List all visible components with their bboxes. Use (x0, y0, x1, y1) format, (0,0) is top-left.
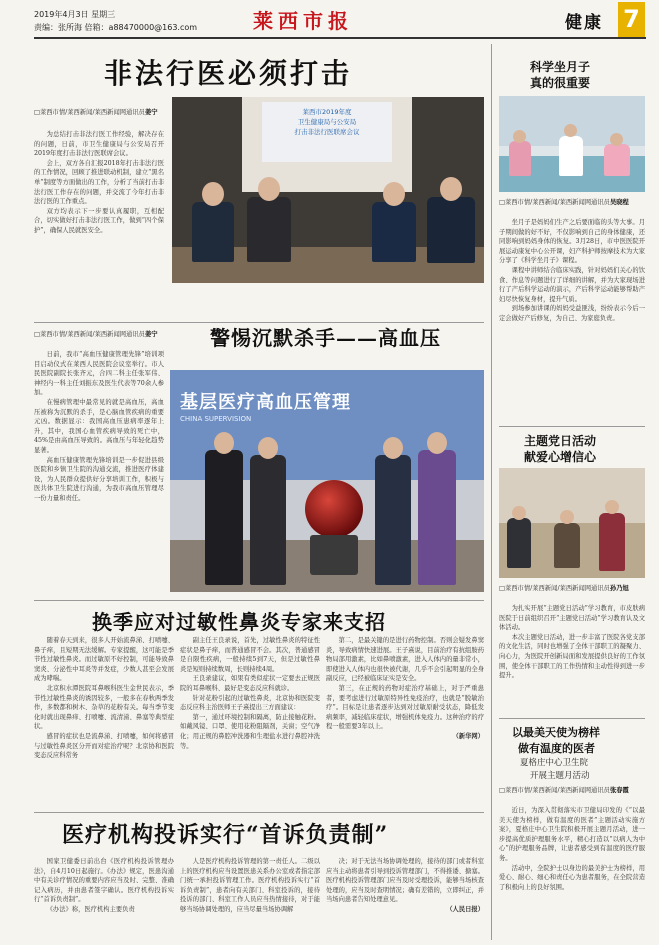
divider (34, 812, 484, 813)
byline-author: 姜宁 (144, 109, 158, 116)
headline-illegal-med: 非法行医必须打击 (104, 57, 353, 90)
paragraph: 感冒的症状也是流鼻涕、打喷嚏，如何将感冒与过敏性鼻炎区分开而对症治疗呢？北京协和医院变态反应科常务 (34, 732, 174, 760)
paragraph: 人是医疗机构投诉管理的第一责任人。二级以上的医疗机构应当设置医患关系办公室或者指定部门统一承担投诉管理工作。医疗机构投诉实行“首诉负责制”，患者向有关部门、科室投诉的，接待投诉的部门、科室工作人员应当热情接待，对于能够当场协调处理的，应当尽量当场协调解 (180, 858, 320, 913)
byline-nurse (499, 786, 645, 796)
headline-party-day-2: 献爱心增信心 (524, 450, 597, 464)
participant (509, 141, 531, 176)
paragraph: 活动中，全院护士以身边的最美护士为榜样，用爱心、耐心、细心和责任心为患者服务，在全院营造了积极向上的良好氛围。 (499, 864, 645, 891)
banner-line-3: 打击非法行医联席会议 (294, 128, 360, 136)
attendee (372, 202, 416, 262)
globe-stand (310, 535, 358, 575)
byline-author: 姜宁 (144, 331, 158, 338)
paragraph: 日前，我市“高血压健康管理先锋”培训项目启动仪式在莱西人民医院会议室举行。市人民医院副院长张齐元，合四二科主任张军伟、神经内一科主任刘振东及医生代表等70余人参加。 (34, 351, 164, 397)
body-rhinitis-col2 (180, 636, 320, 806)
guest-head (383, 437, 403, 459)
paragraph: 国家卫健委日前出台《医疗机构投诉管理办法》，自4月10日起施行。《办法》规定，医患沟通中有关诊疗情况的重要内容应当及时、完整、准确记入病历，并由患者签字确认。医疗机构投诉实行“首诉负责制”。 (34, 858, 174, 904)
divider (499, 718, 645, 719)
paragraph: 为总结打击非法行医工作经验，解决存在的问题，日前，市卫生健康局与公安局召开2019年度打击非法行医联席会议。 (34, 131, 164, 158)
date-line: 2019年4月3日 星期三 (34, 10, 116, 19)
participant-head (560, 510, 574, 524)
attendee-head (202, 182, 224, 206)
body-complaints-col2 (180, 857, 320, 937)
guest (250, 455, 286, 585)
participant-head (605, 500, 619, 514)
body-complaints-col3 (326, 857, 484, 937)
headline-sitting-month-2: 真的很重要 (530, 76, 591, 90)
source-complaints: （人民日报） (446, 905, 484, 913)
participant (507, 518, 531, 568)
page-header (0, 0, 659, 40)
attendee-head (383, 182, 405, 206)
body-sitting-month (499, 218, 645, 423)
subhead-nurse-1: 夏格庄中心卫生院 (520, 758, 589, 768)
guest (375, 455, 411, 585)
paragraph: 北京积水潭医院耳鼻喉科医生金世民表示，季节性过敏性鼻炎的诱因较多，一般多在春秋两季发作，多数都和树木、杂草的花粉有关。每当季节变化时就出现鼻痒、打喷嚏、流清涕、鼻塞等典型症状。 (34, 684, 174, 731)
headline-complaints: 医疗机构投诉实行“首诉负责制” (62, 822, 389, 848)
byline-prefix: □莱西市情/莱西新闻/莱西新闻网通讯员 (34, 109, 145, 116)
body-rhinitis-col1 (34, 636, 174, 806)
banner-line-1: 莱西市2019年度 (302, 108, 352, 116)
paragraph: 第三，在正规的药物对症治疗基础上，对于严重患者，要考虑进行过敏原特异性免疫治疗，也就是“脱敏治疗”。目标是让患者逐步达到对过敏原耐受状态，降低发病频率，减轻临床症状，增强机体免疫力。这种治疗的疗程一般需要3年以上。 (326, 684, 484, 731)
headline-hypertension: 警惕沉默杀手——高血压 (210, 326, 441, 350)
header-divider (34, 37, 646, 39)
participant (554, 523, 580, 568)
photo-illegal-med-meeting (172, 97, 484, 283)
headline-sitting-month-1: 科学坐月子 (530, 60, 591, 74)
ceremony-backdrop-text-en: CHINA SUPERVISION (180, 415, 252, 423)
masthead-logo: 莱西市报 (253, 9, 353, 33)
byline-prefix: □莱西市情/莱西新闻/莱西新闻网通讯员 (499, 585, 610, 592)
paragraph: 近日，为深入贯彻落实市卫健局印发的《“以最美天使为榜样，做有温度的医者”主题活动实施方案》，夏格庄中心卫生院积极开展主题月活动，进一步提高优质护理服务水平，精心打造以“以病人为中心”的护理服务品牌，让患者感受到有温度的医疗服务。 (499, 807, 645, 862)
banner-line-2: 卫生健康局与公安局 (297, 118, 357, 126)
paragraph: 课程中讲师结合临床实践，针对妈妈们关心的饮食、作息等问题进行了详细的讲解，并为大家现场进行了产后科学运动的演示，产后科学运动能够帮助产妇尽快恢复身材，提升气质。 (499, 266, 645, 303)
paragraph: 双方均表示下一步要认真履职，互相配合，切实做好打击非法行医工作，做到“四个保护”，确保人民就医安全。 (34, 207, 164, 234)
ceremony-backdrop-text-cn: 基层医疗高血压管理 (180, 392, 351, 413)
paragraph: 到场参加讲课的妈妈受益匪浅，纷纷表示今后一定会做好产后修复，为自己、为家庭负责。 (499, 305, 645, 322)
attendee (247, 197, 291, 262)
paragraph: 第一，通过环境控制和隔离，防止接触花粉。如戴风镜、口罩、使用花粉阻隔剂，关窗；空气净化；用正规的鼻腔冲洗器和生理盐水进行鼻腔冲洗等。 (180, 713, 320, 750)
headline-party-day-1: 主题党日活动 (524, 434, 597, 448)
paragraph: 第二，是最关键的是进行药物控制。否则会疑发鼻窦炎，导致病情快速进展。王子熹说，目前治疗有抗组胺药物局部用激素，比如鼻喷激素，进入人体内的量非常小，即使进入人体内也很快被代谢，几乎不会引起明显的全身副反应，已经被临床证实是安全。 (326, 637, 484, 683)
page-number-text: 7 (623, 5, 640, 33)
participant (559, 136, 583, 176)
source-rhinitis: （新华网） (452, 732, 484, 740)
guest (205, 450, 243, 585)
byline-prefix: □莱西市情/莱西新闻/莱西新闻网通讯员 (34, 331, 145, 338)
byline-illegal-med (34, 108, 164, 118)
participant (604, 144, 630, 176)
participant-head (513, 130, 526, 143)
byline-hypertension (34, 330, 164, 340)
paragraph: 本次主题党日活动，进一步丰富了医院各党支部的文化生活，同时也增强了全体干部职工的凝聚力、向心力，为医院开创新局面和发展提供良好的工作氛围，使全体干部职工的工作热情和主动性得到进一步提升。 (499, 633, 645, 680)
attendee-head (258, 177, 280, 201)
meeting-banner (262, 102, 392, 162)
photo-party-day-activity (499, 468, 645, 578)
body-complaints-col1 (34, 857, 174, 937)
divider (499, 426, 645, 427)
byline-prefix: □莱西市情/莱西新闻/莱西新闻网通讯员 (499, 787, 610, 794)
section-title: 健康 (565, 13, 603, 33)
byline-author: 孙乃旭 (609, 585, 629, 592)
byline-sitting-month (499, 198, 645, 208)
body-nurse (499, 806, 645, 938)
paragraph: 决；对于无法当场协调处理的，接待的部门或者科室应当主动将患者引导到投诉管理部门，不得推诿、搪塞。医疗机构投诉管理部门应当及时受理投诉，能够当场核查处理的，应当及时查明情况；确有差错的，立即纠正，并当场向患者告知处理意见。 (326, 858, 484, 904)
body-hypertension (34, 350, 164, 595)
headline-rhinitis: 换季应对过敏性鼻炎专家来支招 (92, 610, 386, 634)
body-party-day (499, 604, 645, 712)
guest (418, 450, 456, 585)
byline-prefix: □莱西市情/莱西新闻/莱西新闻网通讯员 (499, 199, 610, 206)
guest-head (214, 432, 234, 454)
body-illegal-med (34, 130, 164, 315)
paragraph: 在慢病管理中最常见的就是高血压，高血压被称为沉默的杀手，是心脑血管疾病的重要元凶。数据显示：我国高血压患病率逐年上升，其中，我国心血管疾病导致的死亡中，45%是由高血压导致的。高血压与年轻化趋势显著。 (34, 398, 164, 454)
photo-hypertension-ceremony (170, 370, 484, 592)
paragraph: 高血压健康管理先锋培训是一步促进县级医院和乡镇卫生院的沟通交流，推进医疗体建设，为人民群众提供好分享培训工作，积极与医共体卫生院进行沟通，为我市高血压管理尽一份力量和责任。 (34, 456, 164, 502)
editor-line: 责编：张所海 倍箱：a88470000@163.com (34, 23, 198, 32)
paragraph: 会上，双方各自汇报2018年打击非法行医的工作情况，回顾了推进联动机制，建立“黑名单”制度等方面做出的工作，分析了当前打击非法行医工作存在的问题，并交流了今年打击非法行医的工作重点。 (34, 159, 164, 206)
byline-party-day (499, 584, 645, 594)
column-divider (491, 44, 492, 940)
guest-head (427, 432, 447, 454)
paragraph: 《办法》称，医疗机构主要负责 (46, 905, 135, 913)
participant-head (512, 506, 526, 520)
paragraph: 副主任王良录说，首先，过敏性鼻炎的特征性症状是鼻子痒，而普通感冒不会。其次，普通感冒是自限性疾病，一般持续5到7天，但是过敏性鼻炎是短则持续数周，长则持续4周。 (180, 637, 320, 673)
paragraph: 王良录建议，如果有类似症状一定要去正规医院的耳鼻喉科、最好是变态反应科就诊。 (180, 675, 320, 692)
subhead-nurse-2: 开展主题月活动 (530, 771, 590, 781)
participant-head (564, 124, 577, 137)
paragraph: 坐月子是妈妈们生产之后要面临的头等大事。月子期间做的好不好，不仅影响到自己的身体健康，还同影响到妈妈身体的恢复。3月28日，市中医医院开展运动康复中心公开课，妇产科护师按摩技术为大家分享了《科学坐月子》课程。 (499, 219, 645, 265)
launch-globe (305, 480, 363, 538)
divider (34, 600, 484, 601)
guest-head (258, 437, 278, 459)
headline-nurse-1: 以最美天使为榜样 (512, 726, 600, 739)
participant-head (610, 133, 623, 146)
body-rhinitis-col3 (326, 636, 484, 806)
byline-author: 张春霞 (609, 787, 629, 794)
photo-sitting-month-class (499, 96, 645, 192)
attendee (427, 197, 475, 263)
byline-author: 吴晓程 (609, 199, 629, 206)
attendee-head (440, 177, 462, 201)
participant (599, 513, 625, 571)
headline-nurse-2: 做有温度的医者 (518, 742, 595, 755)
attendee (192, 202, 234, 262)
paragraph: 随着春天到来，很多人开始流鼻涕、打喷嚏、鼻子痒，且短期无法缓解。专家提醒，这可能是季节性过敏性鼻炎。而过敏原不好控制，可能导致鼻窦炎、分泌性中耳炎等并发症，少数人甚至会发展成为哮喘。 (34, 637, 174, 683)
paragraph: 为扎实开展“主题党日活动”学习教育，市皮肤病医院于日前组织召开“主题党日活动”学习教育认及文体活动。 (499, 605, 645, 632)
paragraph: 针对花粉引起的过敏性鼻炎，北京协和医院变态反应科主治医师王子熹提出三方面建议： (180, 694, 320, 712)
